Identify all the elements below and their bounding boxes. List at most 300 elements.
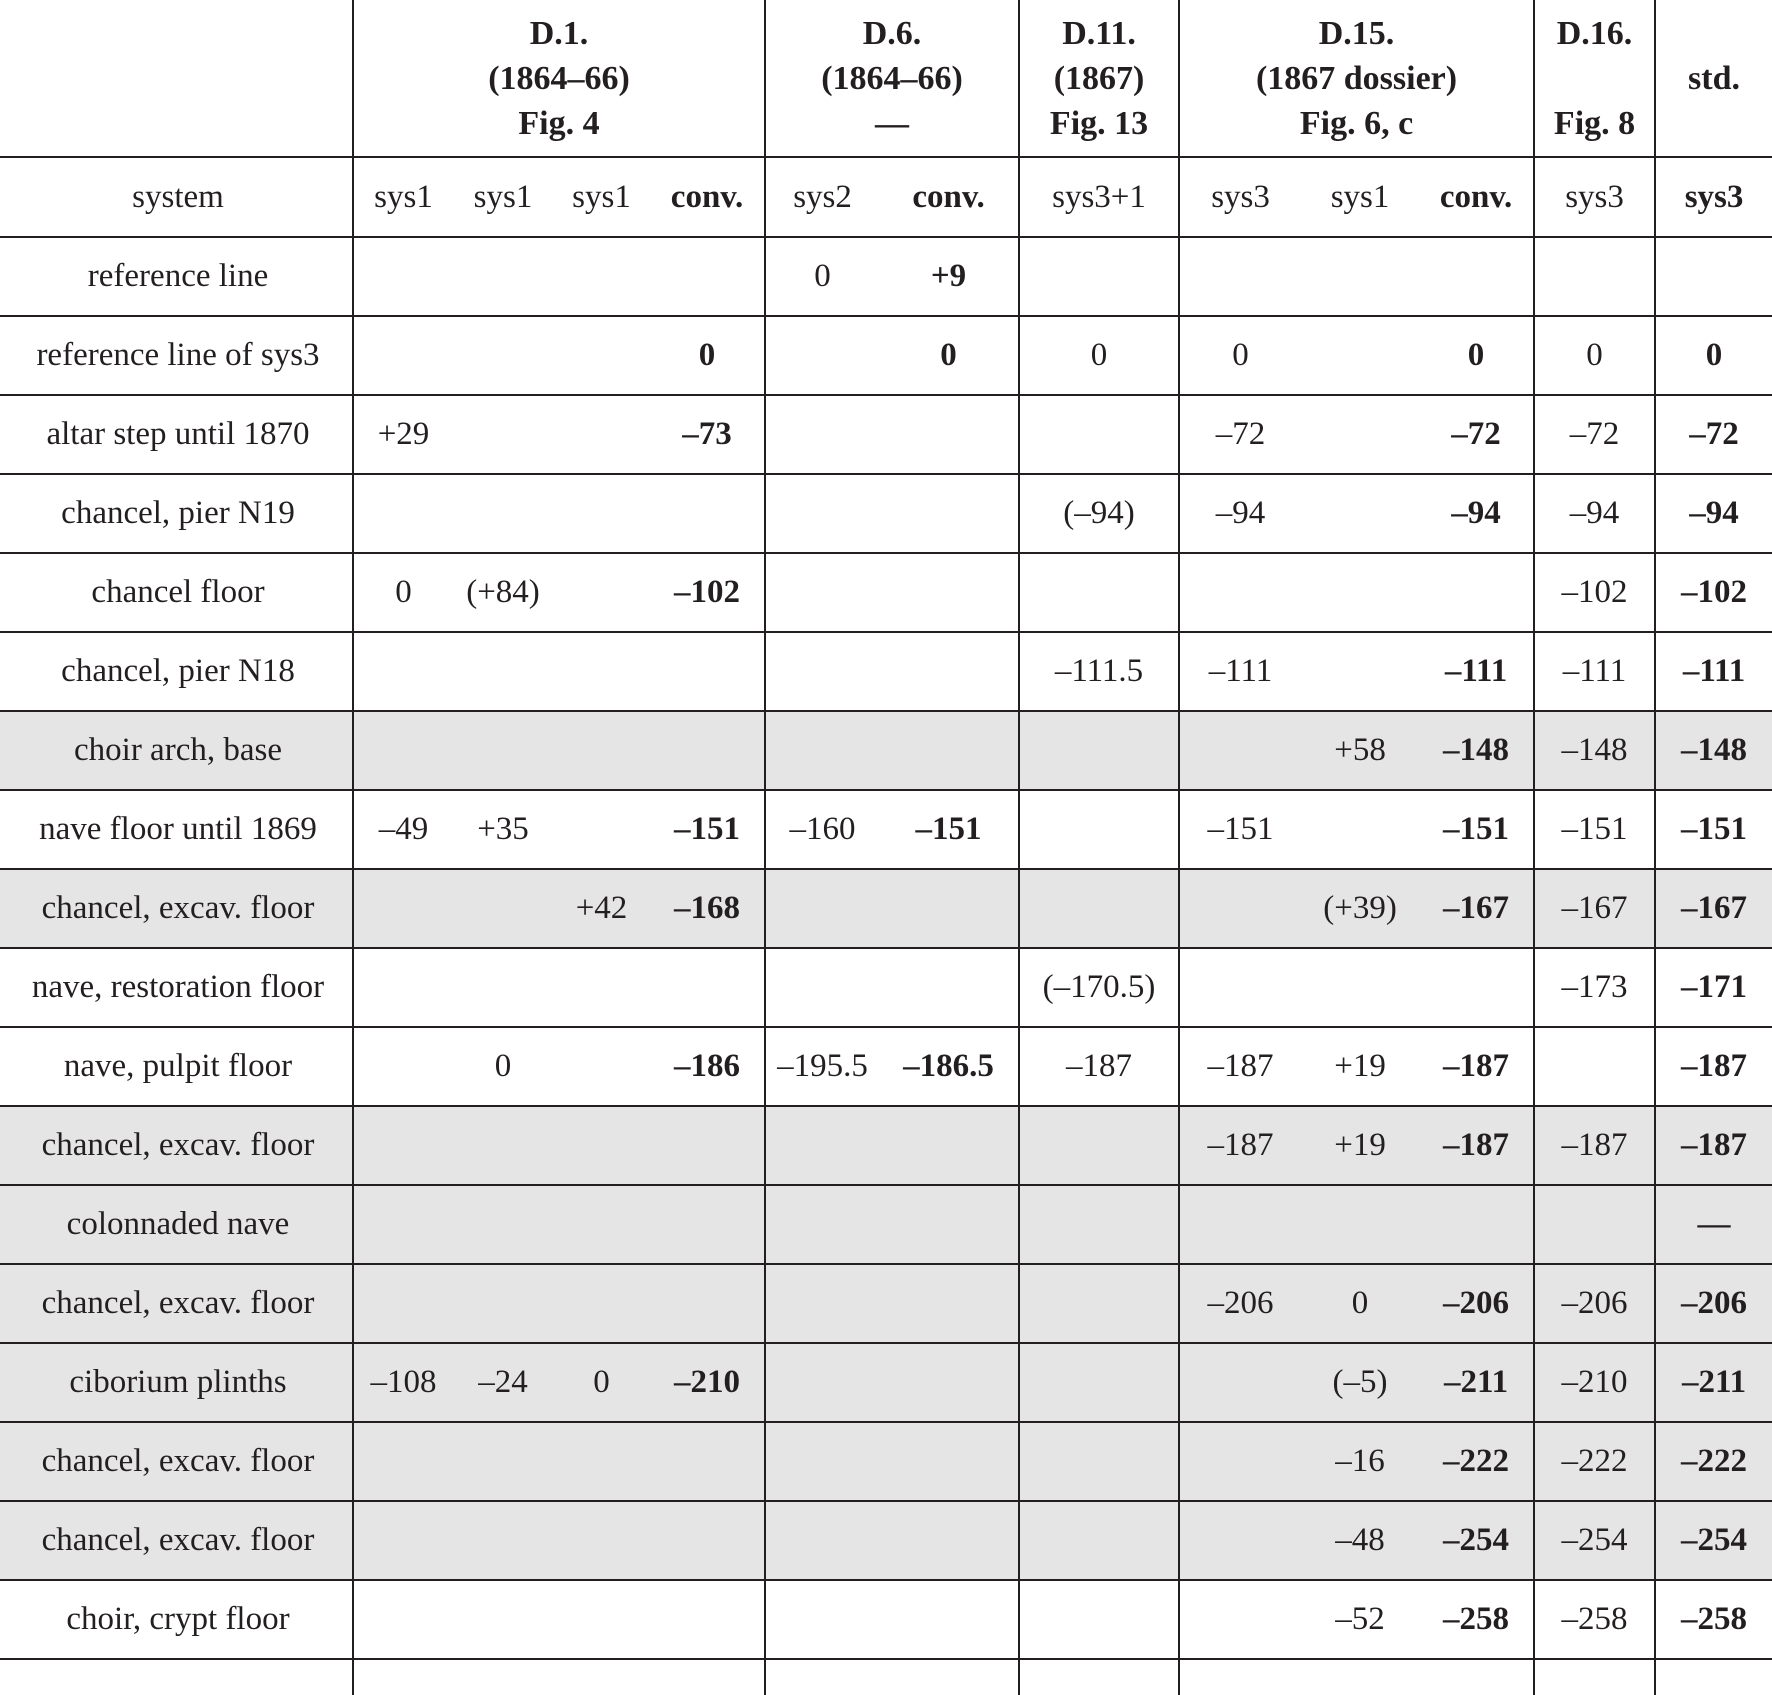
value-cell xyxy=(1019,869,1179,948)
value-cell: –258 xyxy=(1534,1580,1655,1659)
value-cell: –148 xyxy=(1655,711,1772,790)
value-cell: –254 xyxy=(1655,1501,1772,1580)
source-header-row xyxy=(0,0,1772,157)
value-cell xyxy=(553,553,650,632)
source-header-line xyxy=(0,56,352,101)
system-cell: sys2 xyxy=(765,157,879,237)
value-cell xyxy=(879,1580,1019,1659)
value-cell xyxy=(1019,1422,1179,1501)
value-cell xyxy=(353,948,453,1027)
value-cell: –186.5 xyxy=(879,1027,1019,1106)
source-header-line: (1867) xyxy=(1053,59,1145,97)
value-cell xyxy=(553,237,650,316)
value-cell: 0 xyxy=(453,1027,553,1106)
value-cell xyxy=(1419,237,1534,316)
value-cell: +19 xyxy=(1301,1027,1419,1106)
value-cell xyxy=(1019,790,1179,869)
empty-cell xyxy=(1179,1659,1301,1695)
value-cell: –187 xyxy=(1179,1106,1301,1185)
value-cell xyxy=(765,948,879,1027)
source-header xyxy=(1179,0,1534,157)
value-cell: (–5) xyxy=(1301,1343,1419,1422)
value-cell xyxy=(553,1027,650,1106)
table-row xyxy=(0,474,1772,553)
value-cell: –160 xyxy=(765,790,879,869)
value-cell xyxy=(1301,1185,1419,1264)
value-cell xyxy=(353,1027,453,1106)
system-row xyxy=(0,157,1772,237)
value-cell xyxy=(553,395,650,474)
value-cell xyxy=(1179,237,1301,316)
value-cell: (+84) xyxy=(453,553,553,632)
value-cell: –151 xyxy=(879,790,1019,869)
row-label: colonnaded nave xyxy=(0,1185,353,1264)
source-header-line: Fig. 4 xyxy=(518,104,600,142)
value-cell: 0 xyxy=(1534,316,1655,395)
value-cell xyxy=(1179,1580,1301,1659)
value-cell xyxy=(1019,1106,1179,1185)
value-cell: –211 xyxy=(1419,1343,1534,1422)
source-header xyxy=(1534,0,1655,157)
value-cell: — xyxy=(1655,1185,1772,1264)
row-label: ciborium plinths xyxy=(0,1343,353,1422)
value-cell: –148 xyxy=(1534,711,1655,790)
value-cell: –222 xyxy=(1419,1422,1534,1501)
source-header-line: D.1. xyxy=(529,14,589,52)
source-header-line xyxy=(1535,56,1654,101)
value-cell xyxy=(1301,316,1419,395)
table-row xyxy=(0,1264,1772,1343)
value-cell xyxy=(1419,553,1534,632)
value-cell xyxy=(1179,1343,1301,1422)
value-cell: –167 xyxy=(1534,869,1655,948)
table-row xyxy=(0,948,1772,1027)
system-cell: sys1 xyxy=(353,157,453,237)
value-cell: –206 xyxy=(1534,1264,1655,1343)
value-cell xyxy=(765,316,879,395)
source-header-line: D.15. xyxy=(1318,14,1395,52)
value-cell xyxy=(453,711,553,790)
value-cell xyxy=(1179,869,1301,948)
value-cell xyxy=(1179,1185,1301,1264)
system-cell: sys3 xyxy=(1534,157,1655,237)
source-header-line: std. xyxy=(1688,59,1741,97)
value-cell: –72 xyxy=(1655,395,1772,474)
table-row xyxy=(0,1106,1772,1185)
value-cell: –111 xyxy=(1655,632,1772,711)
value-cell xyxy=(1019,1580,1179,1659)
value-cell: –94 xyxy=(1179,474,1301,553)
source-header-line: D.11. xyxy=(1062,14,1136,52)
value-cell xyxy=(879,1422,1019,1501)
table-row xyxy=(0,553,1772,632)
value-cell: –187 xyxy=(1534,1106,1655,1185)
value-cell: +42 xyxy=(553,869,650,948)
value-cell: (–170.5) xyxy=(1019,948,1179,1027)
value-cell: –187 xyxy=(1655,1106,1772,1185)
row-label: nave floor until 1869 xyxy=(0,790,353,869)
value-cell xyxy=(879,711,1019,790)
value-cell xyxy=(553,1580,650,1659)
value-cell xyxy=(879,1264,1019,1343)
value-cell xyxy=(1179,553,1301,632)
empty-cell xyxy=(553,1659,650,1695)
source-header-line: — xyxy=(875,104,910,142)
value-cell: –108 xyxy=(353,1343,453,1422)
value-cell: (–94) xyxy=(1019,474,1179,553)
value-cell xyxy=(553,1501,650,1580)
system-cell: conv. xyxy=(1419,157,1534,237)
value-cell: –16 xyxy=(1301,1422,1419,1501)
row-label: reference line of sys3 xyxy=(0,316,353,395)
value-cell xyxy=(765,474,879,553)
value-cell: 0 xyxy=(1301,1264,1419,1343)
value-cell: –210 xyxy=(650,1343,765,1422)
table-row xyxy=(0,1501,1772,1580)
value-cell: –211 xyxy=(1655,1343,1772,1422)
row-label: chancel, excav. floor xyxy=(0,1501,353,1580)
value-cell xyxy=(765,1343,879,1422)
value-cell xyxy=(353,1106,453,1185)
value-cell: 0 xyxy=(553,1343,650,1422)
table-row xyxy=(0,1343,1772,1422)
source-header-line xyxy=(0,11,352,56)
value-cell xyxy=(353,237,453,316)
value-cell xyxy=(1019,1264,1179,1343)
value-cell xyxy=(879,553,1019,632)
value-cell: –72 xyxy=(1179,395,1301,474)
value-cell: –24 xyxy=(453,1343,553,1422)
value-cell xyxy=(765,869,879,948)
empty-cell xyxy=(765,1659,879,1695)
value-cell xyxy=(453,948,553,1027)
row-label: chancel, pier N18 xyxy=(0,632,353,711)
value-cell xyxy=(353,711,453,790)
value-cell xyxy=(553,1264,650,1343)
value-cell xyxy=(353,1422,453,1501)
value-cell xyxy=(1179,1422,1301,1501)
row-label: chancel, excav. floor xyxy=(0,869,353,948)
value-cell xyxy=(1019,711,1179,790)
value-cell xyxy=(1301,948,1419,1027)
value-cell: –173 xyxy=(1534,948,1655,1027)
value-cell: –73 xyxy=(650,395,765,474)
value-cell: –151 xyxy=(1655,790,1772,869)
value-cell xyxy=(1019,395,1179,474)
value-cell xyxy=(453,474,553,553)
value-cell: –167 xyxy=(1655,869,1772,948)
system-cell: sys3+1 xyxy=(1019,157,1179,237)
row-label: choir arch, base xyxy=(0,711,353,790)
value-cell xyxy=(650,1264,765,1343)
value-cell xyxy=(1301,632,1419,711)
table-tail-row xyxy=(0,1659,1772,1695)
value-cell xyxy=(453,316,553,395)
table-row xyxy=(0,711,1772,790)
value-cell: 0 xyxy=(650,316,765,395)
value-cell: +29 xyxy=(353,395,453,474)
value-cell: –187 xyxy=(1179,1027,1301,1106)
table-row xyxy=(0,316,1772,395)
system-label: system xyxy=(0,157,353,237)
value-cell xyxy=(765,1264,879,1343)
source-header-line: Fig. 6, c xyxy=(1299,104,1414,142)
value-cell xyxy=(353,1580,453,1659)
value-cell xyxy=(1534,237,1655,316)
value-cell xyxy=(453,1422,553,1501)
value-cell xyxy=(879,474,1019,553)
value-cell xyxy=(879,395,1019,474)
value-cell: –72 xyxy=(1419,395,1534,474)
empty-cell xyxy=(879,1659,1019,1695)
value-cell: –111 xyxy=(1419,632,1534,711)
source-header xyxy=(1019,0,1179,157)
value-cell xyxy=(353,1501,453,1580)
value-cell xyxy=(879,869,1019,948)
value-cell: 0 xyxy=(879,316,1019,395)
value-cell: –151 xyxy=(650,790,765,869)
table-row xyxy=(0,1027,1772,1106)
value-cell xyxy=(879,1343,1019,1422)
value-cell xyxy=(879,1501,1019,1580)
value-cell xyxy=(453,395,553,474)
table-header xyxy=(0,0,1772,157)
value-cell xyxy=(879,1185,1019,1264)
value-cell xyxy=(453,1264,553,1343)
value-cell: –187 xyxy=(1019,1027,1179,1106)
value-cell: –94 xyxy=(1534,474,1655,553)
value-cell xyxy=(879,948,1019,1027)
value-cell xyxy=(765,553,879,632)
value-cell xyxy=(650,711,765,790)
empty-cell xyxy=(0,1659,353,1695)
system-cell: sys3 xyxy=(1655,157,1772,237)
value-cell xyxy=(1534,1027,1655,1106)
value-cell xyxy=(1019,1343,1179,1422)
value-cell xyxy=(1301,237,1419,316)
row-label: altar step until 1870 xyxy=(0,395,353,474)
value-cell xyxy=(1301,395,1419,474)
value-cell xyxy=(765,395,879,474)
row-label: chancel, excav. floor xyxy=(0,1264,353,1343)
row-label: chancel, pier N19 xyxy=(0,474,353,553)
value-cell xyxy=(879,632,1019,711)
source-header-line: Fig. 8 xyxy=(1553,104,1636,142)
value-cell: –195.5 xyxy=(765,1027,879,1106)
empty-cell xyxy=(453,1659,553,1695)
source-header-line: (1867 dossier) xyxy=(1255,59,1458,97)
value-cell xyxy=(879,1106,1019,1185)
empty-cell xyxy=(650,1659,765,1695)
empty-cell xyxy=(1301,1659,1419,1695)
value-cell: –151 xyxy=(1419,790,1534,869)
value-cell xyxy=(650,632,765,711)
source-header-line xyxy=(1656,101,1772,146)
system-cell: sys1 xyxy=(1301,157,1419,237)
value-cell xyxy=(453,1580,553,1659)
value-cell xyxy=(1301,474,1419,553)
value-cell xyxy=(765,1106,879,1185)
table-row xyxy=(0,395,1772,474)
value-cell xyxy=(650,1422,765,1501)
value-cell xyxy=(553,711,650,790)
value-cell xyxy=(1655,237,1772,316)
table-row xyxy=(0,790,1772,869)
empty-cell xyxy=(353,1659,453,1695)
row-label: nave, pulpit floor xyxy=(0,1027,353,1106)
value-cell xyxy=(1019,237,1179,316)
value-cell xyxy=(1301,790,1419,869)
source-header-line: Fig. 13 xyxy=(1049,104,1149,142)
system-cell: conv. xyxy=(650,157,765,237)
value-cell: –258 xyxy=(1419,1580,1534,1659)
value-cell: 0 xyxy=(1655,316,1772,395)
value-cell: –94 xyxy=(1419,474,1534,553)
header-corner xyxy=(0,0,353,157)
value-cell xyxy=(1301,553,1419,632)
table-row xyxy=(0,632,1772,711)
system-cell: sys1 xyxy=(553,157,650,237)
value-cell xyxy=(1179,948,1301,1027)
value-cell: –102 xyxy=(1655,553,1772,632)
source-header-line xyxy=(0,101,352,146)
row-label: reference line xyxy=(0,237,353,316)
source-header-line: (1864–66) xyxy=(488,59,630,97)
value-cell xyxy=(1019,553,1179,632)
value-cell: –94 xyxy=(1655,474,1772,553)
row-label: nave, restoration floor xyxy=(0,948,353,1027)
value-cell xyxy=(553,632,650,711)
value-cell: –187 xyxy=(1419,1106,1534,1185)
value-cell xyxy=(453,1185,553,1264)
value-cell: –187 xyxy=(1419,1027,1534,1106)
value-cell xyxy=(553,1185,650,1264)
value-cell: –206 xyxy=(1179,1264,1301,1343)
value-cell: –151 xyxy=(1179,790,1301,869)
value-cell: +19 xyxy=(1301,1106,1419,1185)
row-label: chancel, excav. floor xyxy=(0,1106,353,1185)
value-cell xyxy=(765,1422,879,1501)
value-cell xyxy=(453,237,553,316)
value-cell xyxy=(453,869,553,948)
empty-cell xyxy=(1419,1659,1534,1695)
value-cell: –171 xyxy=(1655,948,1772,1027)
source-header-line xyxy=(1656,11,1772,56)
source-header xyxy=(353,0,765,157)
value-cell: (+39) xyxy=(1301,869,1419,948)
value-cell xyxy=(453,1501,553,1580)
value-cell xyxy=(650,1501,765,1580)
value-cell xyxy=(453,1106,553,1185)
table-body xyxy=(0,157,1772,1695)
value-cell: –187 xyxy=(1655,1027,1772,1106)
value-cell: 0 xyxy=(1019,316,1179,395)
system-cell: sys1 xyxy=(453,157,553,237)
value-cell xyxy=(650,1580,765,1659)
row-label: choir, crypt floor xyxy=(0,1580,353,1659)
value-cell xyxy=(765,632,879,711)
value-cell: –206 xyxy=(1655,1264,1772,1343)
value-cell xyxy=(650,948,765,1027)
value-cell: –222 xyxy=(1655,1422,1772,1501)
value-cell: –102 xyxy=(1534,553,1655,632)
value-cell: –72 xyxy=(1534,395,1655,474)
value-cell: 0 xyxy=(1179,316,1301,395)
table-row xyxy=(0,1580,1772,1659)
value-cell: 0 xyxy=(353,553,453,632)
row-label: chancel, excav. floor xyxy=(0,1422,353,1501)
value-cell: –167 xyxy=(1419,869,1534,948)
value-cell: +35 xyxy=(453,790,553,869)
value-cell: –258 xyxy=(1655,1580,1772,1659)
value-cell xyxy=(765,1501,879,1580)
row-label: chancel floor xyxy=(0,553,353,632)
value-cell: –151 xyxy=(1534,790,1655,869)
value-cell xyxy=(353,632,453,711)
empty-cell xyxy=(1534,1659,1655,1695)
empty-cell xyxy=(1019,1659,1179,1695)
value-cell xyxy=(553,1106,650,1185)
value-cell: –254 xyxy=(1534,1501,1655,1580)
value-cell: –49 xyxy=(353,790,453,869)
value-cell xyxy=(353,316,453,395)
source-header-line: (1864–66) xyxy=(821,59,963,97)
value-cell: –48 xyxy=(1301,1501,1419,1580)
value-cell xyxy=(1019,1501,1179,1580)
value-cell xyxy=(353,869,453,948)
source-header xyxy=(1655,0,1772,157)
table-row xyxy=(0,869,1772,948)
value-cell xyxy=(650,1185,765,1264)
value-cell xyxy=(353,1185,453,1264)
source-header-line: D.6. xyxy=(862,14,922,52)
value-cell: –52 xyxy=(1301,1580,1419,1659)
value-cell: –111 xyxy=(1534,632,1655,711)
value-cell xyxy=(650,237,765,316)
value-cell xyxy=(650,474,765,553)
value-cell xyxy=(765,1185,879,1264)
value-cell: –222 xyxy=(1534,1422,1655,1501)
source-header xyxy=(765,0,1019,157)
value-cell: –210 xyxy=(1534,1343,1655,1422)
value-cell: –111 xyxy=(1179,632,1301,711)
value-cell xyxy=(1419,948,1534,1027)
value-cell xyxy=(1019,1185,1179,1264)
system-cell: conv. xyxy=(879,157,1019,237)
value-cell: +9 xyxy=(879,237,1019,316)
value-cell: –148 xyxy=(1419,711,1534,790)
value-cell: –206 xyxy=(1419,1264,1534,1343)
value-cell xyxy=(1179,711,1301,790)
value-cell xyxy=(553,474,650,553)
table-row xyxy=(0,237,1772,316)
table-row xyxy=(0,1185,1772,1264)
value-cell xyxy=(353,1264,453,1343)
value-cell: –186 xyxy=(650,1027,765,1106)
empty-cell xyxy=(1655,1659,1772,1695)
value-cell xyxy=(765,1580,879,1659)
table-row xyxy=(0,1422,1772,1501)
value-cell: –168 xyxy=(650,869,765,948)
source-header-line: D.16. xyxy=(1556,14,1633,52)
value-cell: +58 xyxy=(1301,711,1419,790)
value-cell xyxy=(353,474,453,553)
value-cell xyxy=(1179,1501,1301,1580)
value-cell: –111.5 xyxy=(1019,632,1179,711)
value-cell xyxy=(553,790,650,869)
value-cell: –102 xyxy=(650,553,765,632)
value-cell xyxy=(553,1422,650,1501)
